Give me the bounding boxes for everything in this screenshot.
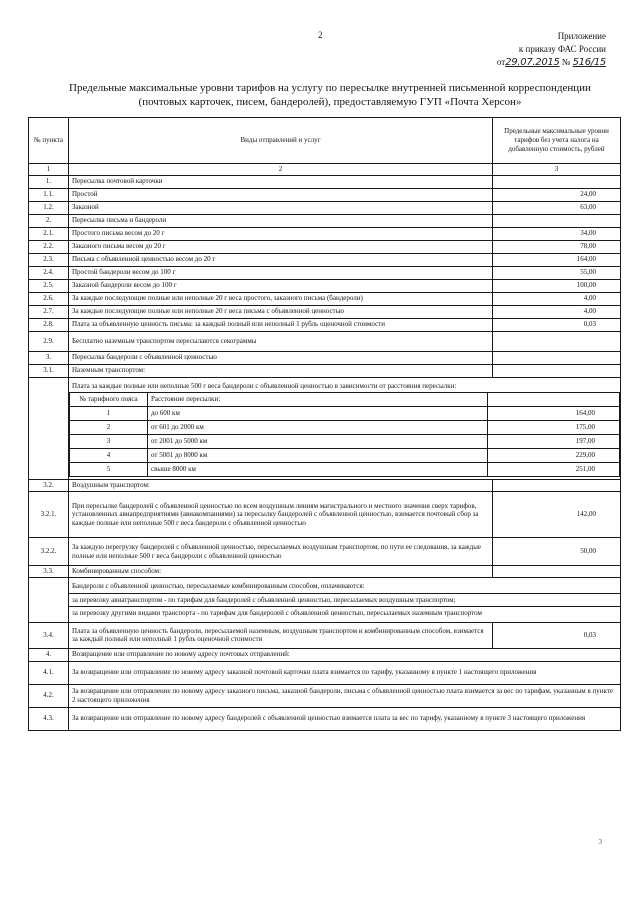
row-value [493, 364, 621, 377]
table-row [29, 331, 621, 351]
index-cell: 2 [69, 164, 493, 176]
row-number: 2.1. [29, 227, 69, 240]
zone-number: 4 [70, 449, 148, 463]
title-line-2: (почтовых карточек, писем, бандеролей), предоставляемую ГУП «Почта Херсон» [138, 96, 522, 108]
zone-number: 3 [70, 435, 148, 449]
row-value: 50,00 [493, 538, 621, 566]
zone-row [70, 407, 620, 421]
row-text: Простой бандероли весом до 100 г [69, 266, 493, 279]
number-prefix: № [561, 57, 571, 67]
row-text: Плата за объявленную ценность бандероли, пересылаемой наземным, воздушным транспортом и комбинированным способом, взимается за каждый полный или неполный 1 рубль оценочной стоимости [69, 622, 493, 648]
date-prefix: от [496, 57, 506, 67]
table-row [29, 622, 621, 648]
zone-table [69, 392, 620, 477]
row-number: 1.1. [29, 188, 69, 201]
zone-number: 1 [70, 407, 148, 421]
row-value [493, 331, 621, 351]
row-text: За каждые последующие полные или неполные 20 г веса письма с объявленной ценностью [69, 305, 493, 318]
row-number: 4.1. [29, 661, 69, 684]
row-text: Комбинированным способом: [69, 566, 493, 578]
row-value: 100,00 [493, 279, 621, 292]
row-value: 4,00 [493, 292, 621, 305]
row-number: 2.7. [29, 305, 69, 318]
zone-distance: свыше 8000 км [148, 463, 488, 477]
index-cell: 3 [493, 164, 621, 176]
row-number: 4.2. [29, 684, 69, 707]
table-row [29, 377, 621, 480]
row-number: 3. [29, 351, 69, 364]
row-text: Заказной бандероли весом до 100 г [69, 279, 493, 292]
zone-row [70, 463, 620, 477]
row-value: 24,00 [493, 188, 621, 201]
table-row [29, 292, 621, 305]
block-3-1-description: Плата за каждые полные или неполные 500 г веса бандероли с объявленной ценностью в зависимости от расстояния пересылки: [72, 381, 457, 390]
row-text: Воздушным транспортом: [69, 480, 493, 492]
row-number: 3.2.2. [29, 538, 69, 566]
table-row [29, 648, 621, 661]
page-number: 2 [318, 30, 323, 40]
order-line: к приказу ФАС России [518, 44, 606, 54]
table-row [29, 305, 621, 318]
zone-row [70, 421, 620, 435]
table-row [29, 661, 621, 684]
table-row [29, 214, 621, 227]
row-value: 0,03 [493, 318, 621, 331]
title-line-1: Предельные максимальные уровни тарифов на услугу по пересылке внутренней письменной корреспонденции [69, 82, 591, 94]
zone-value: 251,00 [488, 463, 620, 477]
row-text: Простой [69, 188, 493, 201]
row-number: 3.2.1. [29, 492, 69, 538]
row-number: 2.4. [29, 266, 69, 279]
row-value [493, 214, 621, 227]
table-row [29, 364, 621, 377]
row-text: Пересылка бандероли с объявленной ценностью [69, 351, 493, 364]
table-row [29, 279, 621, 292]
row-number: 1.2. [29, 201, 69, 214]
table-header-row [29, 118, 621, 164]
row-number: 2.3. [29, 253, 69, 266]
document-title [40, 81, 620, 109]
row-text: Возвращение или отправление по новому адресу почтовых отправлений: [69, 648, 621, 661]
zone-distance: от 5001 до 8000 км [148, 449, 488, 463]
row-number: 2.9. [29, 331, 69, 351]
tariff-table [28, 117, 621, 731]
appendix-block [406, 30, 606, 69]
row-text: За возвращение или отправление по новому адресу заказного письма, заказной бандероли, письма с объявленной ценностью плата взимается за вес по тарифам, указанным в пункте 2 настоящего приложения [69, 684, 621, 707]
row-number: 4.3. [29, 707, 69, 730]
header-tariff: Предельные максимальные уровни тарифов без учета налога на добавленную стоимость, рублей [493, 118, 621, 164]
row-number: 2.6. [29, 292, 69, 305]
row-number: 2. [29, 214, 69, 227]
zone-number: 2 [70, 421, 148, 435]
order-date-line [406, 56, 606, 69]
zone-value: 175,00 [488, 421, 620, 435]
row-value: 55,00 [493, 266, 621, 279]
table-row [29, 480, 621, 492]
header-type: Виды отправлений и услуг [69, 118, 493, 164]
distance-header: Расстояние пересылки: [148, 393, 488, 407]
zone-row [70, 449, 620, 463]
row-number: 2.5. [29, 279, 69, 292]
zone-row [70, 435, 620, 449]
table-row [29, 201, 621, 214]
zone-number: 5 [70, 463, 148, 477]
row-value: 0,03 [493, 622, 621, 648]
row-text: Наземным транспортом: [69, 364, 493, 377]
row-value [493, 175, 621, 188]
zone-value: 229,00 [488, 449, 620, 463]
row-number: 2.2. [29, 240, 69, 253]
row-number: 4. [29, 648, 69, 661]
row-number: 1. [29, 175, 69, 188]
block-3-1-content [69, 377, 621, 480]
table-row [29, 538, 621, 566]
table-row [29, 188, 621, 201]
handwritten-date: 29.07.2015 [505, 57, 560, 68]
row-text: Пересылка почтовой карточки [69, 175, 493, 188]
table-row [29, 318, 621, 331]
row-value: 34,00 [493, 227, 621, 240]
table-row [29, 240, 621, 253]
table-row [29, 578, 621, 623]
row-text: За каждую перегрузку бандеролей с объявленной ценностью, пересылаемых воздушным транспортом, по пути ее следования, за каждые полные или неполные 500 г веса бандероли с объявленной ценностью [69, 538, 493, 566]
row-value [493, 351, 621, 364]
row-number: 3.2. [29, 480, 69, 492]
combined-line-3: за перевозку другими видами транспорта - по тарифам для бандеролей с объявленной ценностью, пересылаемых наземным транспортом [69, 606, 620, 620]
table-row [29, 175, 621, 188]
table-row [29, 227, 621, 240]
table-row [29, 253, 621, 266]
row-text: Простого письма весом до 20 г [69, 227, 493, 240]
zone-distance: до 600 км [148, 407, 488, 421]
row-number: 2.8. [29, 318, 69, 331]
row-number: 3.1. [29, 364, 69, 377]
zone-value: 164,00 [488, 407, 620, 421]
row-text: За каждые последующие полные или неполные 20 г веса простого, заказного письма (бандероли) [69, 292, 493, 305]
row-text: Пересылка письма и бандероли [69, 214, 493, 227]
combined-line-1: Бандероли с объявленной ценностью, пересылаемые комбинированным способом, оплачиваются: [72, 582, 365, 590]
zone-header-row [70, 393, 620, 407]
row-text: За возвращение или отправление по новому адресу заказной почтовой карточки плата взимается по тарифу, указанному в пункте 1 настоящего приложения [69, 661, 621, 684]
row-number: 3.4. [29, 622, 69, 648]
row-text: Заказной [69, 201, 493, 214]
zone-header: № тарифного пояса [70, 393, 148, 407]
row-value: 78,00 [493, 240, 621, 253]
row-value: 164,00 [493, 253, 621, 266]
table-row [29, 566, 621, 578]
zone-value: 197,00 [488, 435, 620, 449]
row-value: 142,00 [493, 492, 621, 538]
combined-line-2: за перевозку авиатранспортом - по тарифам для бандеролей с объявленной ценностью, пересылаемых воздушным транспортом; [69, 593, 620, 607]
corner-mark: 3 [598, 838, 602, 846]
block-3-3-content [69, 578, 621, 623]
row-text: При пересылке бандеролей с объявленной ценностью по всем воздушным линиям магистрального и местного значения сверх тарифов, установленных авиапредприятиями (авиакомпаниями) за пересылку бандеролей с объявленной ценностью, взимается почтовый сбор за каждые полные или неполные 500 г веса бандероли с объявленной ценностью [69, 492, 493, 538]
row-number: 3.3. [29, 566, 69, 578]
zone-distance: от 2001 до 5000 км [148, 435, 488, 449]
row-text: Плата за объявленную ценность письма: за каждый полный или неполный 1 рубль оценочной стоимости [69, 318, 493, 331]
row-value: 63,00 [493, 201, 621, 214]
table-row [29, 492, 621, 538]
table-row [29, 266, 621, 279]
table-index-row [29, 164, 621, 176]
appendix-label: Приложение [557, 31, 606, 41]
table-row [29, 707, 621, 730]
zone-distance: от 601 до 2000 км [148, 421, 488, 435]
table-row [29, 351, 621, 364]
row-value: 4,00 [493, 305, 621, 318]
header-number: № пункта [29, 118, 69, 164]
row-text: За возвращение или отправление по новому адресу бандеролей с объявленной ценностью взимается плата за вес по тарифу, указанному в пункте 3 настоящего приложения [69, 707, 621, 730]
index-cell: 1 [29, 164, 69, 176]
row-text: Письма с объявленной ценностью весом до 20 г [69, 253, 493, 266]
row-text: Заказного письма весом до 20 г [69, 240, 493, 253]
handwritten-number: 516/15 [572, 57, 606, 68]
row-text: Бесплатно наземным транспортом пересылаются секограммы [69, 331, 493, 351]
table-row [29, 684, 621, 707]
